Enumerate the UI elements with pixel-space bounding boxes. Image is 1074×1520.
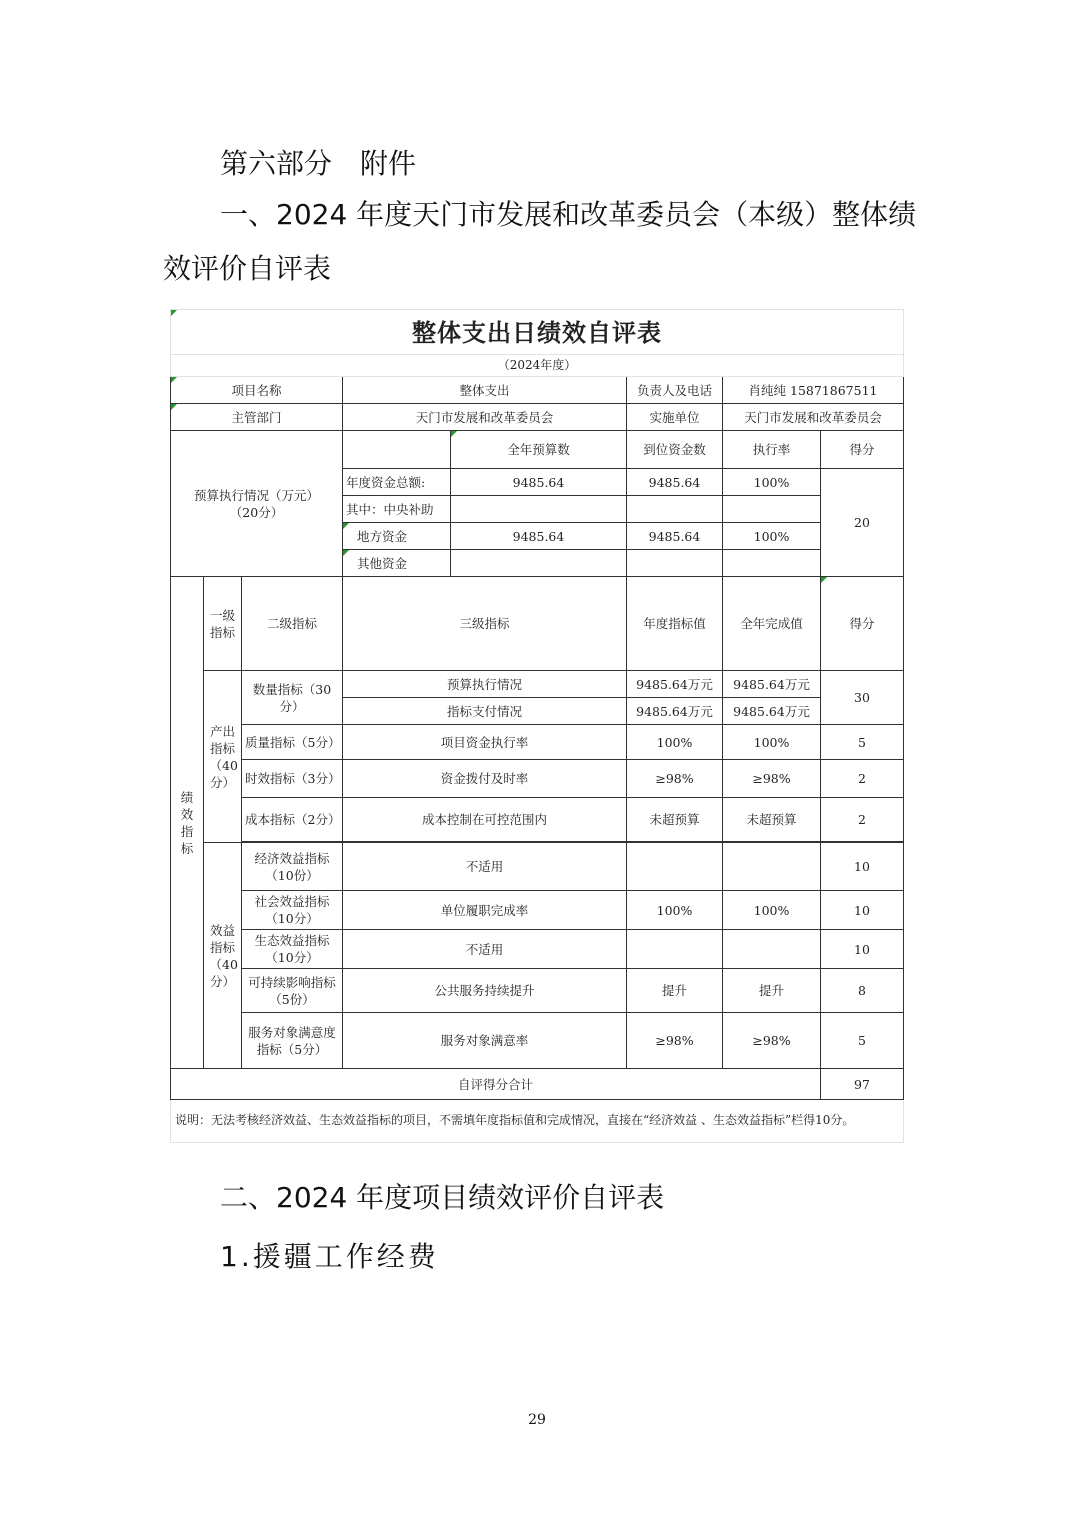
budget-label: 预算执行情况（万元）	[193, 487, 319, 503]
benefit-l3: 公共服务持续提升	[343, 969, 627, 1013]
output-l2: 成本指标（2分）	[242, 798, 343, 842]
benefit-l3: 不适用	[343, 930, 627, 969]
impl-label: 实施单位	[627, 404, 723, 431]
subsection-heading: 1.援疆工作经费	[220, 1240, 439, 1273]
output-l3: 预算执行情况	[343, 671, 627, 698]
section2-heading: 二、2024 年度项目绩效评价自评表	[220, 1181, 665, 1214]
output-l2: 质量指标（5分）	[242, 725, 343, 760]
benefit-actual	[723, 843, 821, 891]
output-actual: 9485.64万元	[723, 671, 821, 698]
budget-row-budget	[451, 550, 627, 577]
benefit-l3: 服务对象满意率	[343, 1013, 627, 1069]
quantity-score: 30	[821, 671, 904, 725]
output-actual: ≥98%	[723, 760, 821, 798]
budget-row-rate: 100%	[723, 469, 821, 496]
dept-label: 主管部门	[171, 404, 343, 431]
benefit-l3: 单位履职完成率	[343, 891, 627, 930]
evaluation-table	[170, 309, 903, 1143]
budget-row-budget: 9485.64	[451, 523, 627, 550]
perf-header-l1: 一级指标	[204, 577, 242, 671]
budget-row-name: 年度资金总额:	[343, 469, 451, 496]
budget-header-total: 全年预算数	[451, 431, 627, 469]
output-target: 9485.64万元	[627, 698, 723, 725]
budget-row-name: 其他资金	[343, 550, 451, 577]
budget-row-rate	[723, 496, 821, 523]
benefit-score: 10	[821, 843, 904, 891]
budget-row-rate: 100%	[723, 523, 821, 550]
budget-section-label	[171, 431, 343, 577]
project-name-value: 整体支出	[343, 377, 627, 404]
benefit-l2: 生态效益指标（10分）	[242, 930, 343, 969]
benefit-target: ≥98%	[627, 1013, 723, 1069]
section1-heading-line1: 一、2024 年度天门市发展和改革委员会（本级）整体绩	[220, 198, 917, 231]
output-score: 5	[821, 725, 904, 760]
project-name-label: 项目名称	[171, 377, 343, 404]
output-l2: 数量指标（30分）	[242, 671, 343, 725]
benefit-score: 10	[821, 930, 904, 969]
output-l3: 指标支付情况	[343, 698, 627, 725]
part-heading: 第六部分 附件	[220, 147, 417, 180]
contact-label: 负责人及电话	[627, 377, 723, 404]
benefit-l2: 经济效益指标（10份）	[242, 843, 343, 891]
output-l3: 资金拨付及时率	[343, 760, 627, 798]
benefit-actual: ≥98%	[723, 1013, 821, 1069]
output-target: ≥98%	[627, 760, 723, 798]
output-score: 2	[821, 798, 904, 842]
output-l2: 时效指标（3分）	[242, 760, 343, 798]
benefit-actual	[723, 930, 821, 969]
budget-score: 20	[821, 469, 904, 577]
benefit-actual: 100%	[723, 891, 821, 930]
budget-row-name: 其中：中央补助	[343, 496, 451, 523]
budget-header-received: 到位资金数	[627, 431, 723, 469]
output-actual: 9485.64万元	[723, 698, 821, 725]
total-label: 自评得分合计	[171, 1069, 821, 1100]
output-label: 产出指标（40分）	[204, 671, 242, 843]
budget-row-name: 地方资金	[343, 523, 451, 550]
page-number: 29	[528, 1412, 546, 1428]
benefit-score: 8	[821, 969, 904, 1013]
budget-row-received: 9485.64	[627, 523, 723, 550]
benefit-score: 10	[821, 891, 904, 930]
dept-value: 天门市发展和改革委员会	[343, 404, 627, 431]
budget-label-score: （20分）	[229, 504, 284, 520]
impl-value: 天门市发展和改革委员会	[723, 404, 904, 431]
contact-value: 肖纯纯 15871867511	[723, 377, 904, 404]
budget-row-budget	[451, 496, 627, 523]
perf-header-l3: 三级指标	[343, 577, 627, 671]
budget-row-received: 9485.64	[627, 469, 723, 496]
perf-header-l2: 二级指标	[242, 577, 343, 671]
table-title: 整体支出日绩效自评表	[171, 310, 904, 355]
budget-row-received	[627, 496, 723, 523]
benefit-target	[627, 843, 723, 891]
budget-header-rate: 执行率	[723, 431, 821, 469]
table-note: 说明：无法考核经济效益、生态效益指标的项目，不需填年度指标值和完成情况，直接在“经济效益 、生态效益指标”栏得10分。	[171, 1100, 904, 1143]
benefit-target	[627, 930, 723, 969]
perf-header-score: 得分	[821, 577, 904, 671]
budget-header-score: 得分	[821, 431, 904, 469]
perf-header-target: 年度指标值	[627, 577, 723, 671]
perf-label: 绩效指标	[171, 577, 204, 1069]
benefit-l2: 可持续影响指标（5份）	[242, 969, 343, 1013]
output-l3: 成本控制在可控范围内	[343, 798, 627, 842]
output-score: 2	[821, 760, 904, 798]
benefit-l3: 不适用	[343, 843, 627, 891]
benefit-score: 5	[821, 1013, 904, 1069]
budget-row-budget: 9485.64	[451, 469, 627, 496]
output-l3: 项目资金执行率	[343, 725, 627, 760]
output-target: 9485.64万元	[627, 671, 723, 698]
benefit-actual: 提升	[723, 969, 821, 1013]
benefit-target: 提升	[627, 969, 723, 1013]
total-score: 97	[821, 1069, 904, 1100]
benefit-l2: 服务对象满意度指标（5分）	[242, 1013, 343, 1069]
benefit-l2: 社会效益指标（10分）	[242, 891, 343, 930]
benefit-label: 效益指标（40分）	[204, 843, 242, 1069]
output-target: 100%	[627, 725, 723, 760]
budget-row-received	[627, 550, 723, 577]
budget-row-rate	[723, 550, 821, 577]
output-actual: 未超预算	[723, 798, 821, 842]
benefit-target: 100%	[627, 891, 723, 930]
section1-heading-line2: 效评价自评表	[163, 252, 332, 285]
table-year: （2024年度）	[171, 355, 904, 377]
perf-header-actual: 全年完成值	[723, 577, 821, 671]
output-target: 未超预算	[627, 798, 723, 842]
output-actual: 100%	[723, 725, 821, 760]
